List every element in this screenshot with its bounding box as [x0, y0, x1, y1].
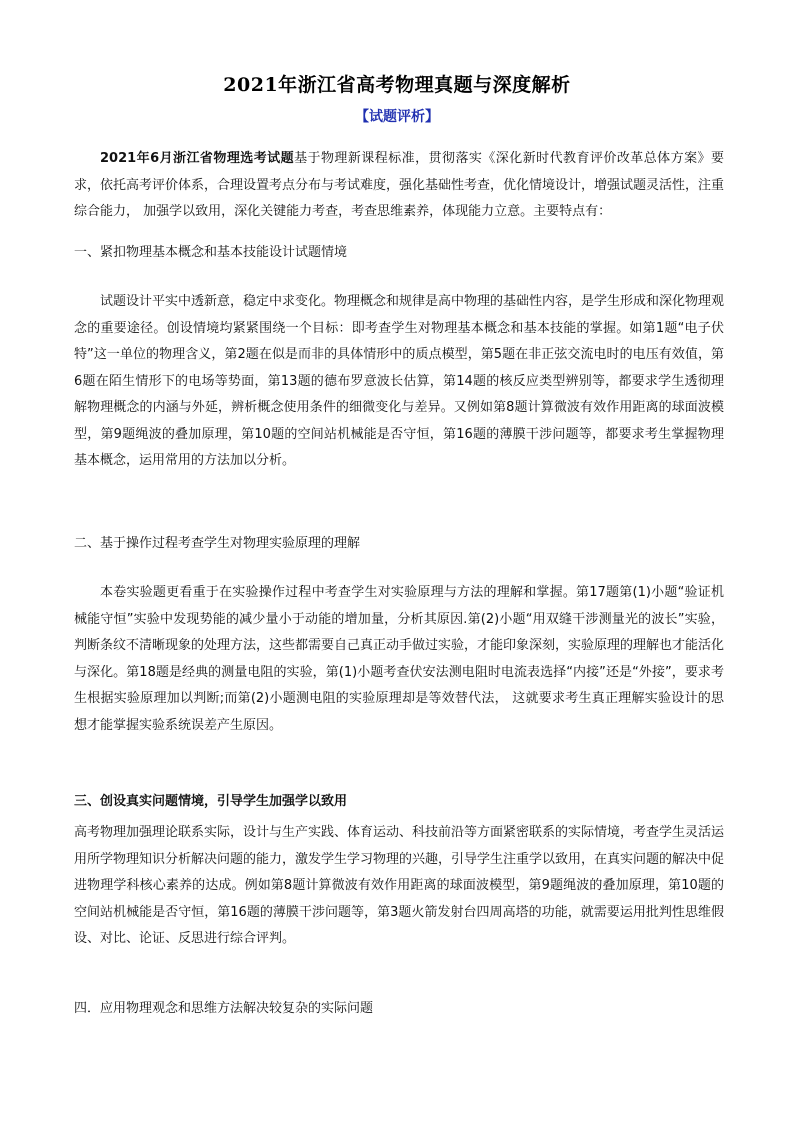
section-3-paragraph: 高考物理加强理论联系实际，设计与生产实践、体育运动、科技前沿等方面紧密联系的实际情境，考查学生灵活运用所学物理知识分析解决问题的能力，激发学生学习物理的兴趣，引导学生注重学以致用，在真实问题的解决中促进物理学科核心素养的达成。例如第8题计算微波有效作用距离的球面波模型，第9题绳波的叠加原理，第10题的空间站机械能是否守恒，第16题的薄膜干涉问题等，第3题火箭发射台四周高塔的功能，就需要运用批判性思维假设、对比、论证、反思进行综合评判。 — [74, 825, 725, 946]
section-4-heading: 四．应用物理观念和思维方法解决较复杂的实际问题 — [74, 1001, 374, 1016]
section-2-heading: 二、基于操作过程考查学生对物理实验原理的理解 — [74, 536, 361, 551]
section-label-analysis: 【试题评析】 — [355, 109, 439, 125]
document-title: 2021年浙江省高考物理真题与深度解析 — [223, 74, 571, 96]
intro-paragraph — [74, 146, 724, 226]
section-1-heading: 一、紧扣物理基本概念和基本技能设计试题情境 — [74, 245, 348, 260]
section-3-heading: 三、创设真实问题情境，引导学生加强学以致用 — [74, 794, 348, 809]
section-1-paragraph: 试题设计平实中透新意，稳定中求变化。物理概念和规律是高中物理的基础性内容，是学生形成和深化物理观念的重要途径。创设情境均紧紧围绕一个目标：即考查学生对物理基本概念和基本技能的掌握。如第1题“电子伏特”这一单位的物理含义，第2题在似是而非的具体情形中的质点模型，第5题在非正弦交流电时的电压有效值，第6题在陌生情形下的电场等势面，第13题的德布罗意波长估算，第14题的核反应类型辨别等，都要求学生透彻理解物理概念的内涵与外延，辨析概念使用条件的细微变化与差异。又例如第8题计算微波有效作用距离的球面波模型，第9题绳波的叠加原理，第10题的空间站机械能是否守恒，第16题的薄膜干涉问题等，都要求考生掌握物理基本概念，运用常用的方法加以分析。 — [74, 294, 725, 468]
intro-body: 基于物理新课程标准，贯彻落实《深化新时代教育评价改革总体方案》要求，依托高考评价体系，合理设置考点分布与考试难度，强化基础性考查，优化情境设计，增强试题灵活性，注重综合能力， 加强学以致用，深化关键能力考查，考查思维素养，体现能力立意。主要特点有： — [74, 151, 725, 219]
intro-lead: 2021年6月浙江省物理选考试题 — [100, 151, 295, 166]
section-2-paragraph: 本卷实验题更看重于在实验操作过程中考查学生对实验原理与方法的理解和掌握。第17题第(1)小题“验证机械能守恒”实验中发现势能的减少量小于动能的增加量，分析其原因.第(2)小题“用双缝干涉测量光的波长”实验，判断条纹不清晰现象的处理方法，这些都需要自己真正动手做过实验，才能印象深刻，实验原理的理解也才能活化与深化。第18题是经典的测量电阻的实验，第(1)小题考查伏安法测电阻时电流表选择“内接”还是“外接”，要求考生根据实验原理加以判断;而第(2)小题测电阻的实验原理却是等效替代法， 这就要求考生真正理解实验设计的思想才能掌握实验系统误差产生原因。 — [74, 585, 725, 733]
